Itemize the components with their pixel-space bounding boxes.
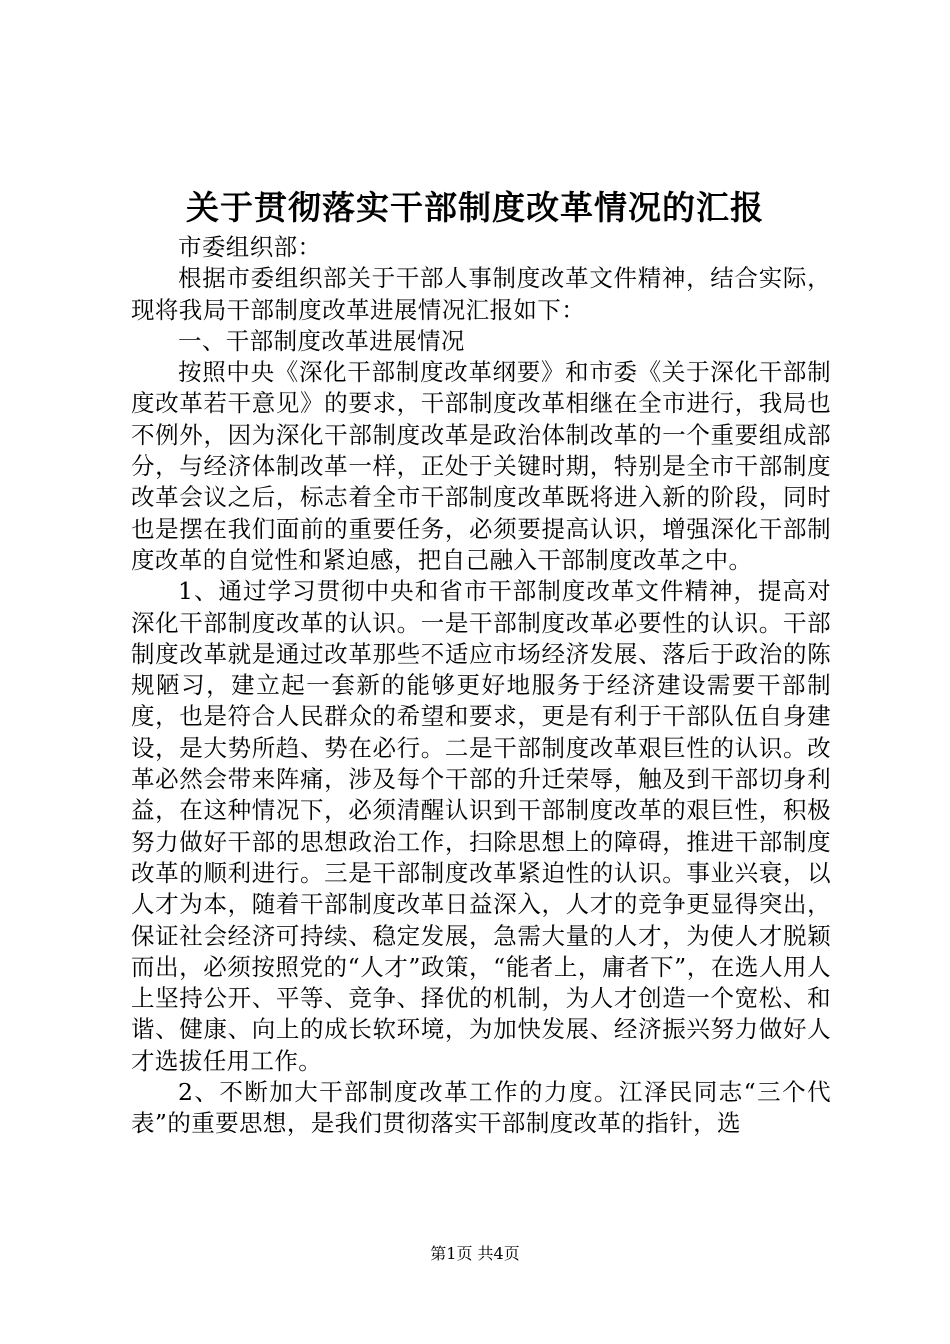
salutation: 市委组织部： [178,233,322,261]
document-title: 关于贯彻落实干部制度改革情况的汇报 [186,188,764,227]
document-body [131,232,831,1140]
intro-paragraph: 根据市委组织部关于干部人事制度改革文件精神，结合实际，现将我局干部制度改革进展情况汇报如下： [131,264,831,324]
section-heading: 一、干部制度改革进展情况 [178,326,465,355]
page-footer: 第1页 共4页 [430,1244,520,1263]
body-paragraph: 1、通过学习贯彻中央和省市干部制度改革文件精神，提高对深化干部制度改革的认识。一是干部制度改革必要性的认识。干部制度改革就是通过改革那些不适应市场经济发展、落后于政治的陈规陋习，建立起一套新的能够更好地服务于经济建设需要干部制度，也是符合人民群众的希望和要求，更是有利于干部队伍自身建设，是大势所趋、势在必行。二是干部制度改革艰巨性的认识。改革必然会带来阵痛，涉及每个干部的升迁荣辱，触及到干部切身利益，在这种情况下，必须清醒认识到干部制度改革的艰巨性，积极努力做好干部的思想政治工作，扫除思想上的障碍，推进干部制度改革的顺利进行。三是干部制度改革紧迫性的认识。事业兴衰，以人才为本，随着干部制度改革日益深入，人才的竞争更显得突出，保证社会经济可持续、稳定发展，急需大量的人才，为使人才脱颖而出，必须按照党的“人才”政策，“能者上，庸者下”，在选人用人上坚持公开、平等、竞争、择优的机制，为人才创造一个宽松、和谐、健康、向上的成长软环境，为加快发展、经济振兴努力做好人才选拔任用工作。 [131,577,831,1075]
body-paragraph: 按照中央《深化干部制度改革纲要》和市委《关于深化干部制度改革若干意见》的要求，干部制度改革相继在全市进行，我局也不例外，因为深化干部制度改革是政治体制改革的一个重要组成部分，与经济体制改革一样，正处于关键时期，特别是全市干部制度改革会议之后，标志着全市干部制度改革既将进入新的阶段，同时也是摆在我们面前的重要任务，必须要提高认识，增强深化干部制度改革的自觉性和紧迫感，把自己融入干部制度改革之中。 [131,358,831,574]
body-paragraph: 2、不断加大干部制度改革工作的力度。江泽民同志“三个代表”的重要思想，是我们贯彻落实干部制度改革的指针，选 [131,1078,831,1138]
